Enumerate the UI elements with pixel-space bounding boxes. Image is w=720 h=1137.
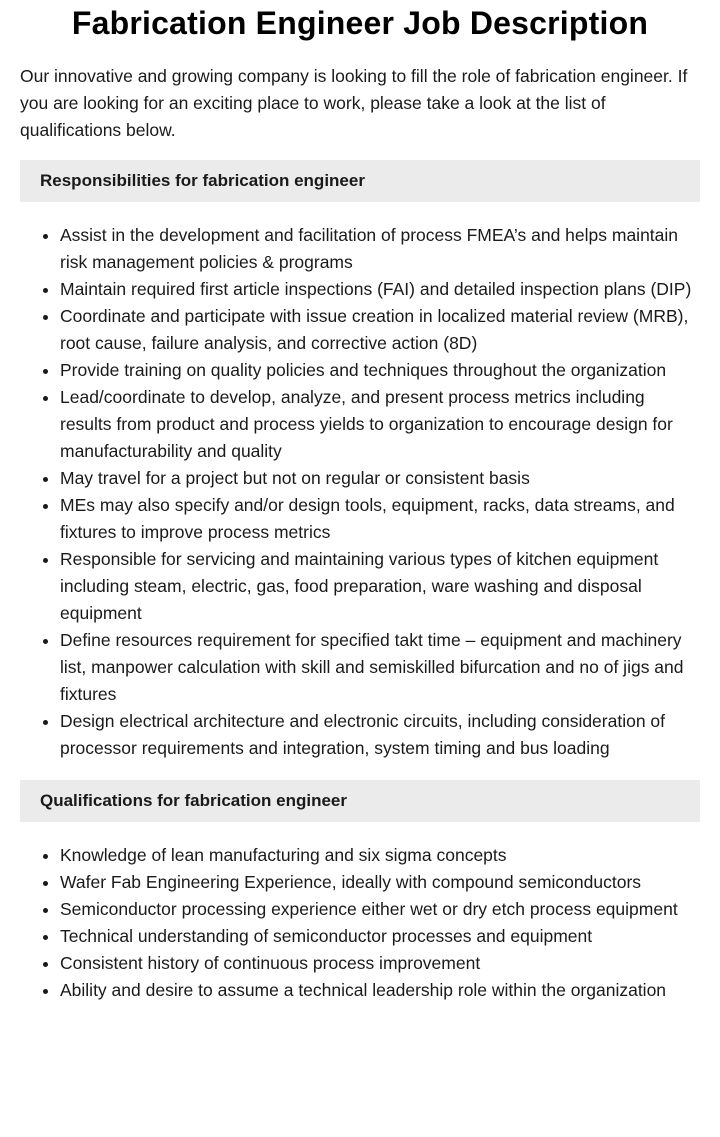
qualification-item: Semiconductor processing experience either wet or dry etch process equipment: [60, 896, 700, 923]
qualifications-section-header: [20, 780, 700, 822]
qualification-item: Ability and desire to assume a technical leadership role within the organization: [60, 977, 700, 1004]
qualifications-list: [20, 842, 700, 1004]
responsibility-item: Responsible for servicing and maintaining various types of kitchen equipment including steam, electric, gas, food preparation, ware washing and disposal equipment: [60, 546, 700, 627]
responsibilities-section-header: [20, 160, 700, 202]
responsibilities-list: [20, 222, 700, 762]
responsibility-item: Lead/coordinate to develop, analyze, and present process metrics including results from product and process yields to organization to encourage design for manufacturability and quality: [60, 384, 700, 465]
responsibilities-heading: Responsibilities for fabrication engineer: [40, 171, 365, 190]
responsibility-item: Design electrical architecture and electronic circuits, including consideration of processor requirements and integration, system timing and bus loading: [60, 708, 700, 762]
responsibility-item: Provide training on quality policies and techniques throughout the organization: [60, 357, 700, 384]
qualification-item: Knowledge of lean manufacturing and six sigma concepts: [60, 842, 700, 869]
responsibility-item: MEs may also specify and/or design tools, equipment, racks, data streams, and fixtures to improve process metrics: [60, 492, 700, 546]
responsibility-item: Maintain required first article inspections (FAI) and detailed inspection plans (DIP): [60, 276, 700, 303]
qualification-item: Technical understanding of semiconductor processes and equipment: [60, 923, 700, 950]
responsibility-item: Define resources requirement for specified takt time – equipment and machinery list, manpower calculation with skill and semiskilled bifurcation and no of jigs and fixtures: [60, 627, 700, 708]
qualifications-heading: Qualifications for fabrication engineer: [40, 791, 347, 810]
responsibility-item: May travel for a project but not on regular or consistent basis: [60, 465, 700, 492]
qualification-item: Wafer Fab Engineering Experience, ideally with compound semiconductors: [60, 869, 700, 896]
responsibility-item: Assist in the development and facilitation of process FMEA’s and helps maintain risk management policies & programs: [60, 222, 700, 276]
responsibility-item: Coordinate and participate with issue creation in localized material review (MRB), root cause, failure analysis, and corrective action (8D): [60, 303, 700, 357]
qualification-item: Consistent history of continuous process improvement: [60, 950, 700, 977]
intro-paragraph: Our innovative and growing company is looking to fill the role of fabrication engineer. If you are looking for an exciting place to work, please take a look at the list of qualifications below.: [20, 66, 688, 140]
page-title: Fabrication Engineer Job Description: [71, 5, 649, 41]
